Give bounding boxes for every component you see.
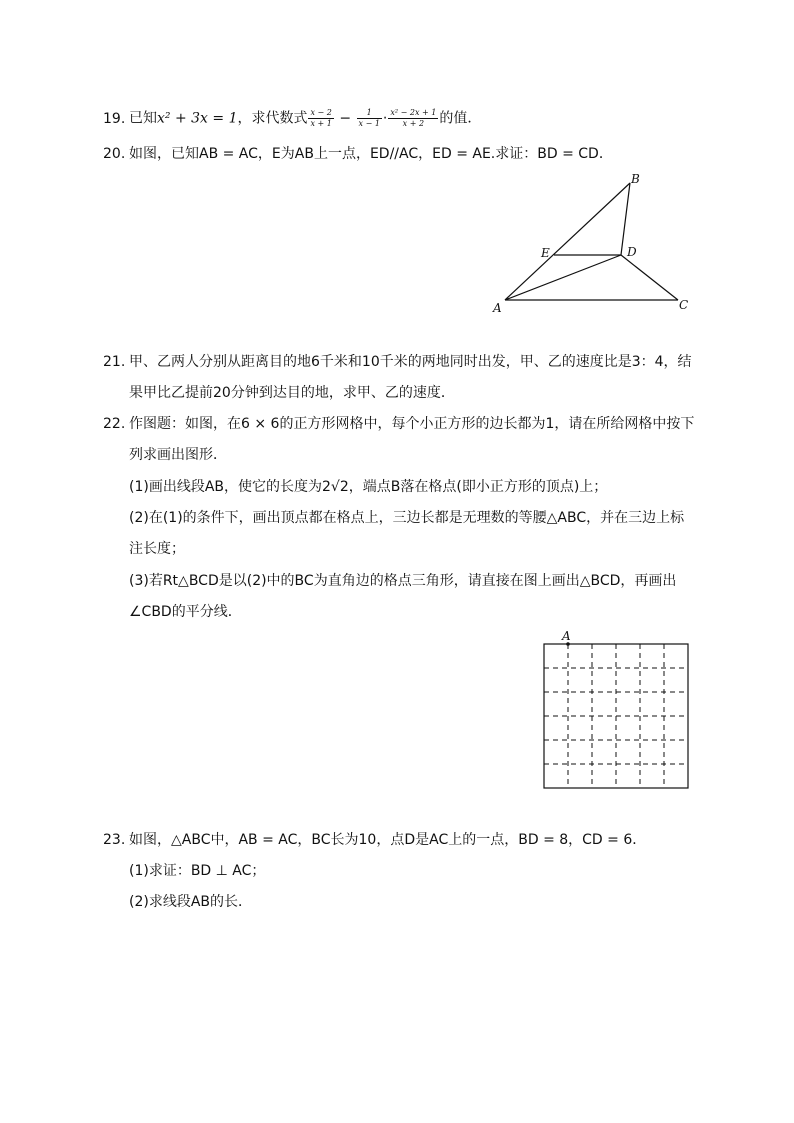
q22-part-1: (1)画出线段AB，使它的长度为2√2，端点B落在格点(即小正方形的顶点)上；	[129, 479, 608, 495]
q23-text: 如图，△ABC中，AB = AC，BC长为10，点D是AC上的一点，BD = 8，CD = 6．	[129, 832, 647, 848]
segment-DC	[621, 255, 678, 300]
label-B: B	[631, 172, 640, 186]
q22-line-1: 作图题：如图，在6 × 6的正方形网格中，每个小正方形的边长都为1，请在所给网格中按下	[129, 416, 695, 432]
question-number: 20.	[103, 146, 126, 162]
label-C: C	[679, 298, 689, 312]
grid-figure-q22	[538, 626, 694, 792]
segment-AB	[505, 183, 630, 300]
q22-part-2b: 注长度；	[129, 541, 185, 557]
question-number: 19.	[103, 110, 126, 127]
question-number: 21.	[103, 354, 126, 370]
question-20	[103, 145, 613, 163]
q21-line-1: 甲、乙两人分别从距离目的地6千米和10千米的两地同时出发，甲、乙的速度比是3：4，结	[129, 354, 692, 370]
q23-part-2: (2)求线段AB的长．	[129, 894, 253, 910]
label-E: E	[541, 246, 550, 260]
question-19	[103, 108, 481, 129]
q22-part-3a: (3)若Rt△BCD是以(2)中的BC为直角边的格点三角形，请直接在图上画出△BCD，再画出	[129, 573, 677, 589]
dot-operator: ·	[382, 110, 388, 127]
q19-condition: x² + 3x = 1	[157, 110, 238, 127]
question-22	[103, 415, 694, 433]
question-21	[103, 353, 692, 371]
label-A: A	[493, 301, 502, 315]
q23-part-1: (1)求证：BD ⊥ AC；	[129, 863, 266, 879]
q19-prefix: 已知	[129, 110, 157, 127]
q22-part-2a: (2)在(1)的条件下，画出顶点都在格点上，三边长都是无理数的等腰△ABC，并在三边上标	[129, 510, 685, 526]
fraction-3: $\frac{\text{x² − 2x + 1}}{x + 2}$	[390, 108, 437, 128]
segment-AD	[505, 255, 621, 300]
q19-suffix: 的值．	[439, 110, 482, 127]
fraction-1: $\frac{x - 2}{x + 1}$	[310, 108, 332, 128]
q22-line-2: 列求画出图形．	[129, 447, 227, 463]
question-number: 23.	[103, 832, 126, 848]
question-23	[103, 831, 646, 849]
q21-line-2: 果甲比乙提前20分钟到达目的地，求甲、乙的速度．	[129, 385, 455, 401]
q22-part-3b: ∠CBD的平分线．	[129, 604, 242, 620]
q20-text: 如图，已知AB = AC，E为AB上一点，ED//AC，ED = AE.求证：BD = CD．	[129, 146, 613, 162]
grid-label-A: A	[562, 629, 571, 643]
q19-mid: ，求代数式	[237, 110, 308, 127]
label-D: D	[627, 245, 637, 259]
fraction-2: $\frac{1}{x - 1}$	[358, 108, 380, 128]
triangle-figure-q20	[490, 168, 700, 318]
minus-sign: −	[334, 110, 356, 127]
question-number: 22.	[103, 416, 126, 432]
